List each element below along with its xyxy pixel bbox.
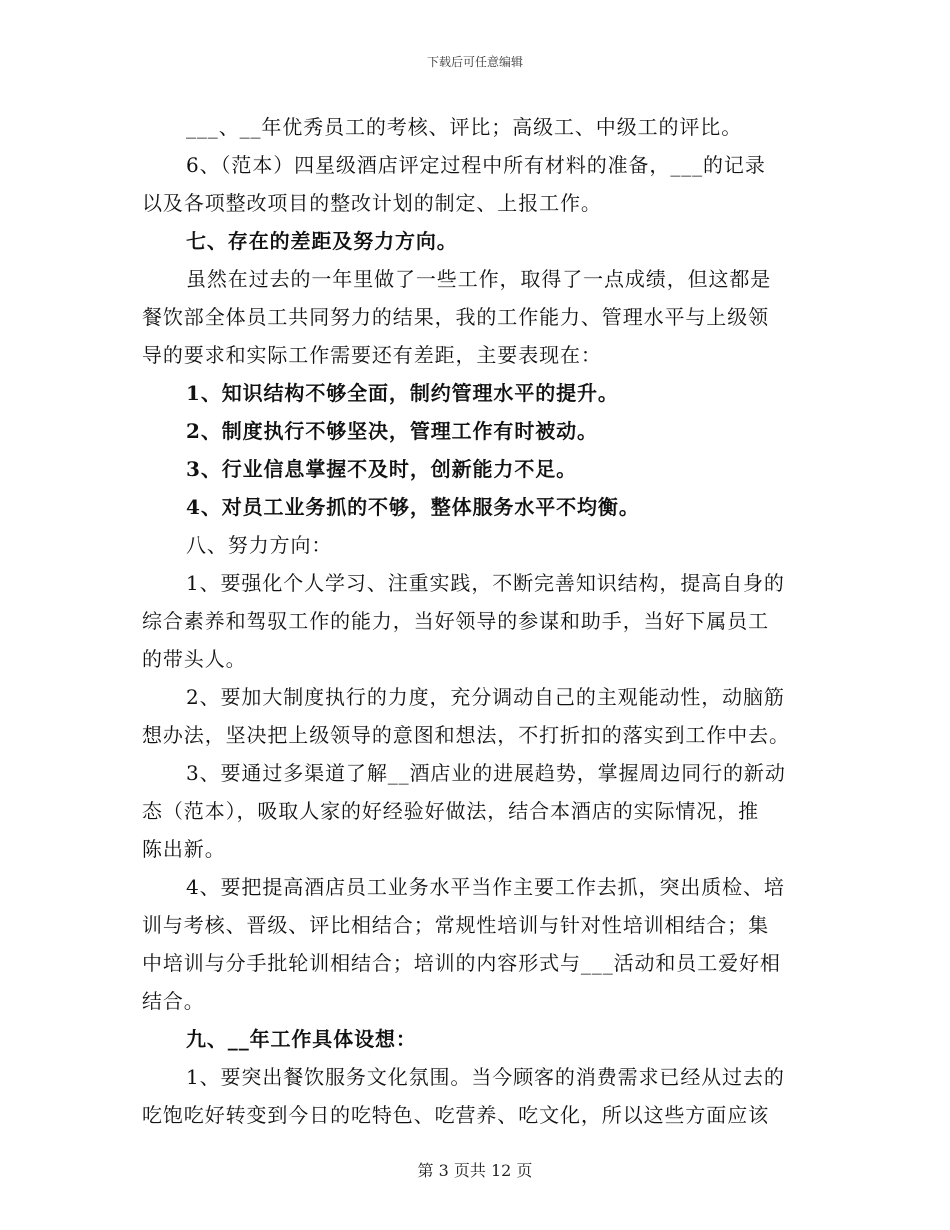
text-line: 2、要加大制度执行的力度，充分调动自己的主观能动性，动脑筋 [186,685,785,709]
text-line: ___、__年优秀员工的考核、评比；高级工、中级工的评比。 [186,115,743,139]
text-line: 中培训与分手批轮训相结合；培训的内容形式与___活动和员工爱好相 [142,951,781,975]
text-line: 八、努力方向： [186,533,333,557]
text-line: 以及各项整改项目的整改计划的制定、上报工作。 [142,191,602,215]
text-line: 6、（范本）四星级酒店评定过程中所有材料的准备，___的记录 [186,153,766,177]
text-line: 结合。 [142,989,205,1013]
text-line: 3、要通过多渠道了解__酒店业的进展趋势，掌握周边同行的新动 [186,761,786,785]
heading-line: 3、行业信息掌握不及时，创新能力不足。 [186,457,578,481]
text-line: 想办法，坚决把上级领导的意图和想法，不打折扣的落实到工作中去。 [142,723,790,747]
text-line: 态（范本），吸取人家的好经验好做法，结合本酒店的实际情况，推 [142,799,759,823]
text-line: 餐饮部全体员工共同努力的结果，我的工作能力、管理水平与上级领 [142,305,769,329]
document-body [142,108,812,1134]
text-line: 1、要突出餐饮服务文化氛围。当今顾客的消费需求已经从过去的 [186,1065,785,1089]
text-line: 综合素养和驾驭工作的能力，当好领导的参谋和助手，当好下属员工 [142,609,769,633]
heading-line: 九、__年工作具体设想： [186,1027,417,1051]
heading-line: 2、制度执行不够坚决，管理工作有时被动。 [186,419,598,443]
heading-line: 1、知识结构不够全面，制约管理水平的提升。 [186,381,619,405]
text-line: 虽然在过去的一年里做了一些工作，取得了一点成绩，但这都是 [186,267,772,291]
text-line: 的带头人。 [142,647,247,671]
heading-line: 七、存在的差距及努力方向。 [186,229,458,253]
text-line: 陈出新。 [142,837,226,861]
heading-line: 4、对员工业务抓的不够，整体服务水平不均衡。 [186,495,640,519]
text-line: 导的要求和实际工作需要还有差距，主要表现在： [142,343,602,367]
text-line: 训与考核、晋级、评比相结合；常规性培训与针对性培训相结合；集 [142,913,769,937]
text-line: 吃饱吃好转变到今日的吃特色、吃营养、吃文化，所以这些方面应该 [142,1103,769,1127]
page-footer: 第 3 页共 12 页 [417,1161,533,1180]
text-line: 4、要把提高酒店员工业务水平当作主要工作去抓，突出质检、培 [186,875,785,899]
page-header: 下载后可任意编辑 [426,55,523,69]
text-line: 1、要强化个人学习、注重实践，不断完善知识结构，提高自身的 [186,571,785,595]
